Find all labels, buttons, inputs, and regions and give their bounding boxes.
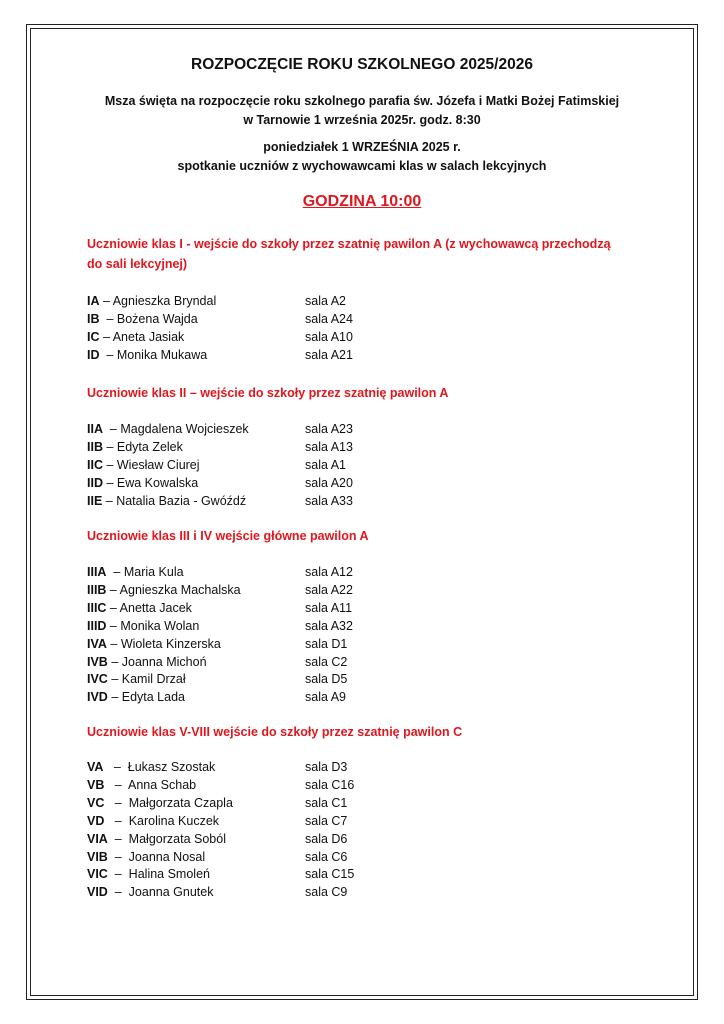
class-row [87,563,587,581]
class-row [87,848,587,866]
class-row [87,883,587,901]
class-code: ID [87,347,100,362]
class-row [87,420,587,438]
room-number: sala A13 [305,439,353,454]
class-code: VIA [87,831,108,846]
class-code: IIA [87,422,103,436]
class-code: IIE [87,493,103,508]
class-code: VC [87,795,105,810]
room-number: sala A10 [305,329,353,344]
teacher-name: – Agnieszka Machalska [106,582,241,597]
class-row [87,670,587,688]
room-number: sala A12 [305,565,353,579]
date-line: poniedziałek 1 WRZEŚNIA 2025 r. [263,140,461,154]
class-row [87,794,587,812]
teacher-name: – Aneta Jasiak [99,329,185,344]
room-number: sala C2 [305,654,348,669]
class-code: IC [87,329,100,344]
class-code: IVD [87,690,108,705]
class-row [87,456,587,474]
class-row [87,292,587,310]
class-row [87,635,587,653]
room-number: sala C6 [305,849,348,864]
room-number: sala D5 [305,672,348,687]
class-code: IVC [87,672,108,687]
room-number: sala A33 [305,493,353,508]
room-number: sala C9 [305,885,348,900]
room-number: sala A2 [305,294,347,308]
room-number: sala A11 [305,600,353,615]
teacher-name: – Karolina Kuczek [104,813,220,828]
teacher-name: – Małgorzata Soból [107,831,226,846]
class-row [87,438,587,456]
room-number: sala A32 [305,618,353,633]
room-number: sala C1 [305,795,348,810]
teacher-name: – Joanna Michoń [107,654,207,669]
class-row [87,581,587,599]
class-row [87,310,587,328]
class-code: IID [87,475,103,490]
section-heading-klasy-iii-iv: Uczniowie klas III i IV wejście główne pawilon A [87,529,369,543]
room-number: sala A9 [305,690,347,705]
teacher-name: – Natalia Bazia - Gwóźdź [102,493,247,508]
meeting-line: spotkanie uczniów z wychowawcami klas w salach lekcyjnych [177,159,547,173]
teacher-name: – Monika Wolan [106,618,200,633]
class-code: IB [87,311,100,326]
teacher-name: – Edyta Zelek [102,439,183,454]
class-row [87,474,587,492]
class-row [87,653,587,671]
room-number: sala C15 [305,867,355,882]
room-number: sala A22 [305,582,353,597]
teacher-name: – Małgorzata Czapla [104,795,233,810]
teacher-name: – Wioleta Kinzerska [106,636,221,651]
teacher-name: – Agnieszka Bryndal [99,294,217,308]
class-row [87,492,587,510]
class-row [87,617,587,635]
room-number: sala C7 [305,813,348,828]
class-code: VB [87,777,105,792]
section-heading-klasy-i [87,234,647,274]
section-heading-line: Uczniowie klas I - wejście do szkoły przez szatnię pawilon A (z wychowawcą przechodzą [87,237,611,251]
teacher-name: – Ewa Kowalska [102,475,199,490]
teacher-name: – Łukasz Szostak [103,760,216,774]
class-row [87,328,587,346]
room-number: sala A1 [305,457,347,472]
room-number: sala A24 [305,311,353,326]
class-code: VA [87,760,104,774]
teacher-name: – Halina Smoleń [107,867,210,882]
room-number: sala A23 [305,422,353,436]
mass-line-2: w Tarnowie 1 września 2025r. godz. 8:30 [243,113,481,127]
class-code: IIIB [87,582,107,597]
room-number: sala A21 [305,347,353,362]
mass-line-1: Msza święta na rozpoczęcie roku szkolnego parafia św. Józefa i Matki Bożej Fatimskiej [104,94,620,108]
class-row [87,758,587,776]
class-row [87,599,587,617]
class-code: VIC [87,867,108,882]
room-number: sala D6 [305,831,348,846]
room-number: sala C16 [305,777,355,792]
teacher-name: – Anetta Jacek [106,600,192,615]
class-code: VID [87,885,108,900]
teacher-name: – Monika Mukawa [99,347,208,362]
teacher-name: – Joanna Gnutek [107,885,214,900]
teacher-name: – Wiesław Ciurej [102,457,200,472]
class-code: VD [87,813,105,828]
class-code: IIIA [87,565,107,579]
section-heading-klasy-v-viii: Uczniowie klas V-VIII wejście do szkoły przez szatnię pawilon C [87,725,463,739]
class-row [87,830,587,848]
teacher-name: – Bożena Wajda [99,311,198,326]
class-code: IIIC [87,600,107,615]
teacher-name: – Kamil Drzał [107,672,186,687]
section-heading-klasy-ii: Uczniowie klas II – wejście do szkoły przez szatnię pawilon A [87,386,449,400]
teacher-name: – Maria Kula [106,565,184,579]
page-title: ROZPOCZĘCIE ROKU SZKOLNEGO 2025/2026 [191,56,533,73]
class-code: IVA [87,636,107,651]
class-row [87,865,587,883]
class-row [87,812,587,830]
class-row [87,346,587,364]
section-heading-line: do sali lekcyjnej) [87,257,188,271]
class-code: IIB [87,439,103,454]
class-code: IIC [87,457,103,472]
class-code: IA [87,294,100,308]
room-number: sala A20 [305,475,353,490]
class-row [87,776,587,794]
room-number: sala D1 [305,636,348,651]
teacher-name: – Joanna Nosal [107,849,206,864]
class-code: VIB [87,849,108,864]
start-hour: GODZINA 10:00 [302,193,422,210]
teacher-name: – Edyta Lada [107,690,185,705]
class-code: IVB [87,654,108,669]
teacher-name: – Anna Schab [104,777,197,792]
room-number: sala D3 [305,760,348,774]
class-code: IIID [87,618,107,633]
class-row [87,688,587,706]
teacher-name: – Magdalena Wojcieszek [102,422,249,436]
